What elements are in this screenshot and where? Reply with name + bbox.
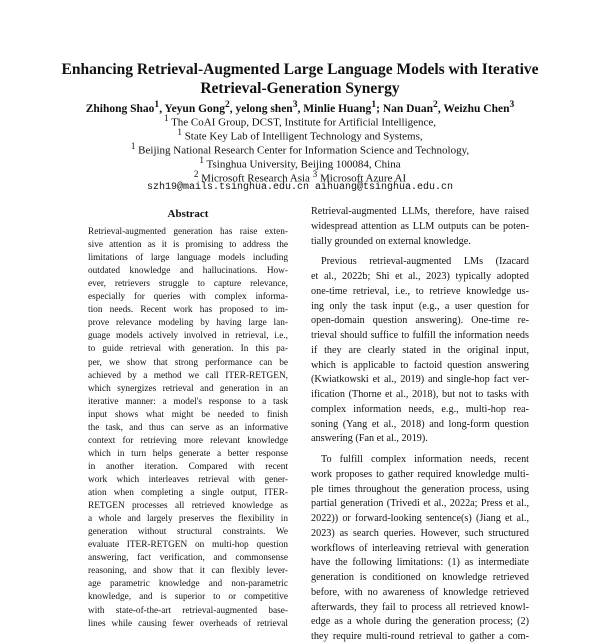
abstract-line: sive attention as it is promising to address the: [88, 240, 288, 251]
author-name: Weizhu Chen: [443, 102, 510, 115]
affiliation-marker: 1: [199, 155, 204, 165]
body-text-line: workflows of interleaving retrieval with generation: [311, 542, 529, 554]
body-text-line: (Kwiatkowski et al., 2019) and single-hop fact ver-: [311, 374, 529, 386]
abstract-line: a whole and largely preserves the flexibility in: [88, 514, 288, 525]
author-affiliation-marker: 1: [371, 99, 377, 110]
body-text-line: have the following limitations: (1) as intermediate: [311, 557, 529, 569]
body-text-line: tially grounded on external knowledge.: [311, 235, 471, 247]
abstract-line: context for retrieving more relevant knowledge: [88, 435, 288, 446]
abstract-line: reasoning, and show that it can flexibly lever-: [88, 566, 288, 577]
body-text-line: 2023) as search queries. However, such structured: [311, 527, 529, 539]
abstract-line: answering, fact verification, and commonsense: [88, 553, 288, 564]
body-text-line: 2022)) or forward-looking sentence(s) (Jiang et al.,: [311, 513, 529, 524]
body-text-line: one-time retrieval, i.e., to retrieve knowledge us-: [311, 285, 529, 297]
affiliation-text: Microsoft Research Asia: [201, 172, 310, 185]
abstract-line: which in turn helps generate a better response: [88, 448, 288, 459]
abstract-line: age parametric knowledge and non-parametric: [88, 579, 288, 590]
body-text-line: Retrieval-augmented LLMs, therefore, have raised: [311, 206, 529, 217]
abstract-line: work which interleaves retrieval with gener-: [88, 475, 288, 485]
author-separator: ,: [159, 102, 165, 115]
abstract-line: input shows what might be needed to finish: [88, 409, 288, 420]
body-text-line: ification (Thorne et al., 2018), but not to tasks with: [311, 389, 529, 400]
abstract-line: especially for queries with complex informa-: [88, 292, 288, 303]
body-text-line: complex information needs, e.g., multi-hop rea-: [311, 403, 529, 415]
author-emails: szh19@mails.tsinghua.edu.cn aihuang@tsinghua.edu.cn: [146, 182, 454, 193]
body-text-line: if they are clearly stated in the original input,: [311, 344, 529, 356]
abstract-line: tion needs. Recent work has proposed to im-: [88, 305, 288, 316]
body-text-line: trieval should suffice to fulfill the information needs: [311, 330, 529, 341]
author-name: Minlie Huang: [303, 102, 372, 115]
abstract-line: achieved by a method we call ITER-RETGEN,: [88, 370, 288, 381]
author-affiliation-marker: 2: [433, 99, 438, 110]
body-text-line: soning (Yang et al., 2018) and long-form question: [311, 418, 529, 430]
affiliation-marker: 1: [177, 127, 182, 137]
author-name: Nan Duan: [382, 102, 434, 115]
author-affiliation-marker: 3: [292, 99, 298, 110]
abstract-line: ever, retrievers struggle to capture relevance,: [88, 279, 288, 290]
affiliation-text: Microsoft Azure AI: [320, 172, 407, 185]
body-text-line: To fulfill complex information needs, recent: [321, 454, 529, 465]
title-line-1: Enhancing Retrieval-Augmented Large Language Models with Iterative: [61, 61, 539, 78]
body-text-line: partial generation (Trivedi et al., 2022a; Press et al.,: [311, 498, 529, 510]
affiliation-marker: 1: [130, 141, 136, 151]
body-text-line: answering (Fan et al., 2019).: [311, 433, 428, 445]
abstract-line: outdated knowledge and hallucinations. How-: [88, 266, 288, 277]
abstract-line: to guide retrieval with generation. In this pa-: [88, 344, 288, 355]
affiliation-text: Beijing National Research Center for Information Science and Technology,: [138, 144, 470, 157]
title-line-2: Retrieval-Generation Synergy: [200, 80, 400, 97]
body-text-line: before, with no awareness of knowledge retrieved: [311, 586, 529, 598]
body-text-line: Previous retrieval-augmented LMs (Izacard: [321, 256, 529, 268]
author-separator: ,: [229, 102, 236, 115]
body-text-line: et al., 2022b; Shi et al., 2023) typically adopted: [311, 271, 529, 282]
paper-title: [60, 60, 540, 98]
affiliation-text: The CoAI Group, DCST, Institute for Artificial Intelligence,: [171, 116, 437, 129]
author-name: yelong shen: [235, 102, 293, 115]
body-text-line: edge as a whole during the generation process; (2): [311, 616, 529, 628]
author-affiliation-marker: 1: [154, 99, 160, 110]
body-text-line: open-domain question answering). One-time re-: [311, 315, 529, 327]
abstract-line: in another iteration. Compared with recent: [88, 461, 288, 472]
body-text-line: generation is conditioned on knowledge retrieved: [311, 572, 529, 583]
abstract-line: knowledge, and is superior to or competitive: [88, 592, 288, 603]
author-separator: ,: [437, 102, 444, 115]
body-text-line: afterwards, they fail to process all retrieved knowl-: [311, 601, 529, 613]
abstract-line: lines while causing fewer overheads of retrieval: [88, 618, 288, 629]
affiliation-marker: 2: [193, 169, 199, 179]
abstract-line: with state-of-the-art retrieval-augmented base-: [88, 605, 288, 616]
abstract-line: which synergizes retrieval and generation in an: [88, 383, 288, 394]
body-text-line: which is applicable to factoid question answering: [311, 359, 529, 371]
author-separator: ;: [376, 102, 383, 115]
body-text-line: ple times throughout the generation process, using: [311, 483, 529, 495]
abstract-line: evaluate ITER-RETGEN on multi-hop question: [88, 540, 288, 551]
abstract-line: prove relevance modeling by having large lan-: [88, 318, 288, 329]
abstract-line: RETGEN processes all retrieved knowledge as: [88, 501, 288, 512]
affiliation-marker: 1: [163, 113, 169, 123]
body-text-line: widespread attention as LLM outputs can be poten-: [311, 220, 529, 232]
author-name: Yeyun Gong: [164, 102, 225, 115]
affiliation-text: Tsinghua University, Beijing 100084, China: [206, 158, 401, 171]
abstract-heading: Abstract: [167, 208, 209, 220]
author-affiliation-marker: 2: [224, 99, 230, 110]
abstract-line: generation without structural constraints. We: [88, 527, 288, 538]
abstract-line: guage models actively involved in retrieval, i.e.,: [88, 331, 288, 342]
body-text-line: they require multi-round retrieval to gather a com-: [311, 631, 529, 642]
body-text-line: ing only the task input (e.g., a user question for: [311, 300, 529, 312]
body-text-line: work proposes to gather required knowledge multi-: [311, 468, 529, 480]
abstract-line: Retrieval-augmented generation has raise exten-: [88, 227, 288, 237]
abstract-line: ation when completing a single output, ITER-: [88, 488, 288, 498]
affiliation-marker: 3: [312, 169, 318, 179]
abstract-line: iterative manner: a model's response to a task: [88, 396, 288, 407]
abstract-line: limitations of large language models including: [88, 253, 288, 264]
affiliation-text: State Key Lab of Intelligent Technology and Systems,: [184, 130, 423, 143]
author-name: Zhihong Shao: [85, 102, 155, 115]
abstract-line: per, we show that strong performance can be: [88, 357, 288, 368]
abstract-line: the task, and thus can serve as an informative: [88, 422, 288, 433]
author-affiliation-marker: 3: [509, 99, 515, 110]
author-separator: ,: [297, 102, 304, 115]
